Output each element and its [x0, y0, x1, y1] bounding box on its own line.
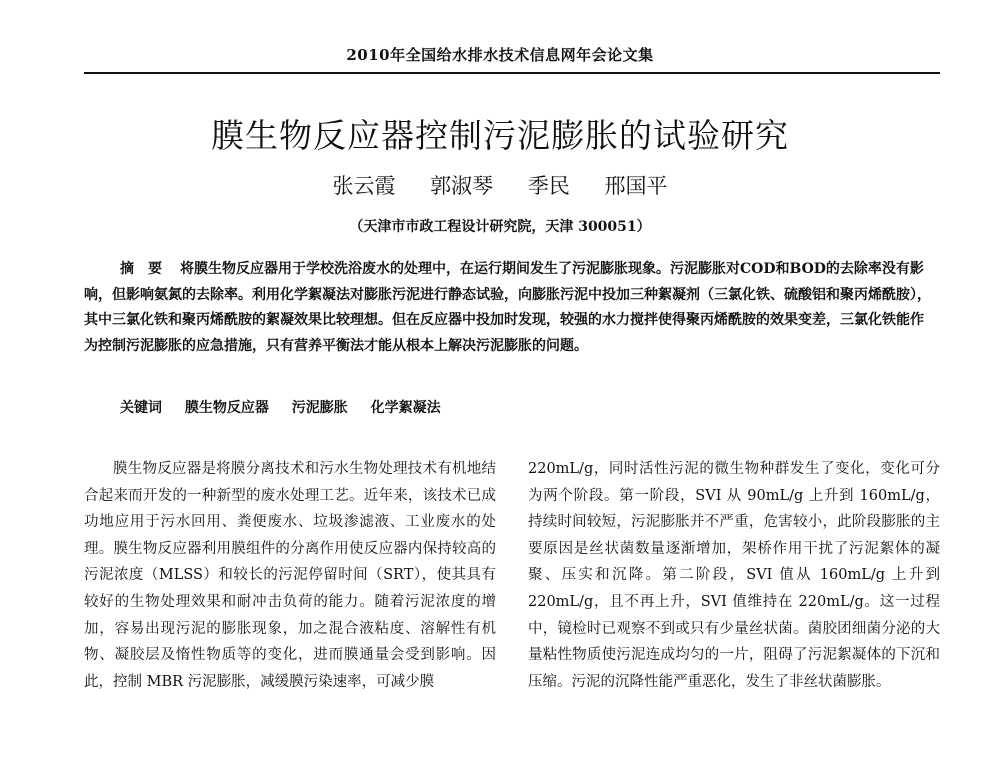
keywords-label: 关键词: [120, 400, 162, 416]
author-name: 郭淑琴: [430, 174, 494, 198]
paper-title: 膜生物反应器控制污泥膨胀的试验研究: [211, 116, 789, 155]
author-name: 邢国平: [604, 174, 668, 198]
abstract-label: 摘 要: [120, 261, 162, 277]
keyword: 膜生物反应器: [184, 400, 269, 416]
affiliation: （天津市市政工程设计研究院，天津 300051）: [349, 219, 651, 235]
body-column-right: 220mL/g，同时活性污泥的微生物种群发生了变化，变化可分为两个阶段。第一阶段，SVI 从 90mL/g 上升到 160mL/g，持续时间较短，污泥膨胀并不严重，危害较小，此阶段膨胀的主要原因是丝状菌数量逐渐增加，架桥作用干扰了污泥絮体的凝聚、压实和沉降。第二阶段，SVI 值从 160mL/g 上升到 220mL/g，且不再上升，SVI 值维持在 220mL/g。这一过程中，镜检时已观察不到或只有少量丝状菌。菌胶团细菌分泌的大量粘性物质使污泥连成均匀的一片，阻碍了污泥絮凝体的下沉和压缩。污泥的沉降性能严重恶化，发生了非丝状菌膨胀。: [528, 461, 940, 690]
abstract-text: 将膜生物反应器用于学校洗浴废水的处理中，在运行期间发生了污泥膨胀现象。污泥膨胀对COD和BOD的去除率没有影响，但影响氨氮的去除率。利用化学絮凝法对膨胀污泥进行静态试验，向膨胀污泥中投加三种絮凝剂（三氯化铁、硫酸铝和聚丙烯酰胺），其中三氯化铁和聚丙烯酰胺的絮凝效果比较理想。但在反应器中投加时发现，较强的水力搅拌使得聚丙烯酰胺的效果变差，三氯化铁能作为控制污泥膨胀的应急措施，只有营养平衡法才能从根本上解决污泥膨胀的问题。: [84, 261, 931, 354]
body-column-left: 膜生物反应器是将膜分离技术和污水生物处理技术有机地结合起来而开发的一种新型的废水处理工艺。近年来，该技术已成功地应用于污水回用、粪便废水、垃圾渗滤液、工业废水的处理。膜生物反应器利用膜组件的分离作用使反应器内保持较高的污泥浓度（MLSS）和较长的污泥停留时间（SRT），使其具有较好的生物处理效果和耐冲击负荷的能力。随着污泥浓度的增加，容易出现污泥的膨胀现象，加之混合液粘度、溶解性有机物、凝胶层及惰性物质等的变化，进而膜通量会受到影响。因此，控制 MBR 污泥膨胀，减缓膜污染速率，可减少膜: [84, 461, 496, 690]
keyword: 化学絮凝法: [370, 400, 441, 416]
abstract: [84, 257, 936, 359]
header-divider: [84, 72, 940, 74]
author-name: 季民: [527, 174, 570, 198]
journal-header: 2010年全国给水排水技术信息网年会论文集: [346, 46, 654, 64]
keyword: 污泥膨胀: [291, 400, 348, 416]
keywords: [120, 397, 920, 417]
author-list: [0, 170, 1000, 200]
author-name: 张云霞: [332, 174, 396, 198]
